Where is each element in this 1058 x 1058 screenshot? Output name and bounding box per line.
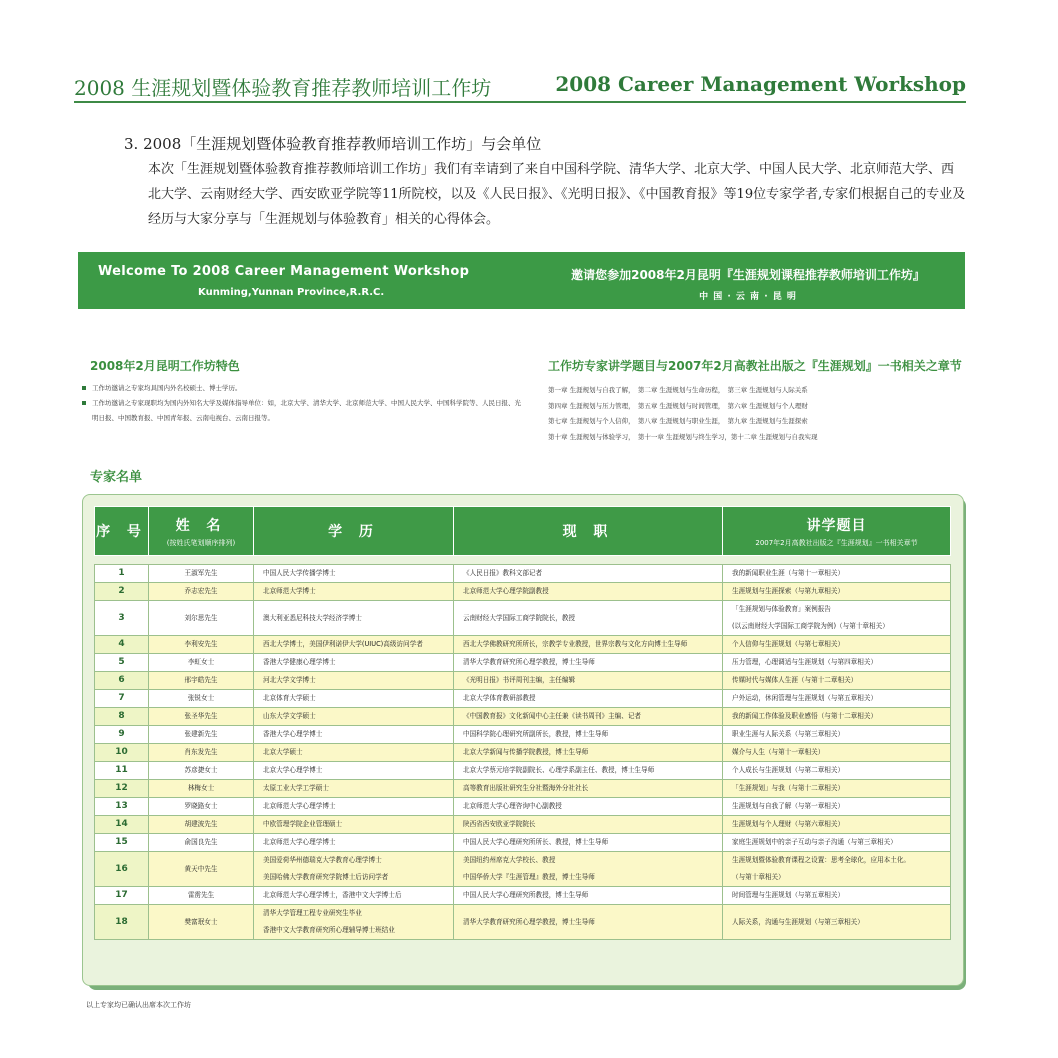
chapter-line: 第一章 生涯规划与自我了解， 第二章 生涯规划与生命历程， 第三章 生涯规划与人际关系 [548, 386, 808, 394]
cell-no [95, 816, 149, 834]
table-row [95, 601, 951, 636]
table-row [95, 780, 951, 798]
cell-name [149, 690, 254, 708]
cell-name [149, 816, 254, 834]
cell-line: 林梅女士 [187, 784, 215, 792]
feature-text: 工作坊邀请之专家现职均为国内外知名大学及媒体指导单位：如，北京大学、清华大学、北京师范大学、中国人民大学、中国科学院等、人民日报、光明日报、中国教育报、中国青年报、云南电视台、云南日报等。 [92, 399, 521, 422]
cell-line: 邢宇皓先生 [184, 676, 218, 684]
cell-no [95, 726, 149, 744]
cell-line: 乔志宏先生 [184, 587, 218, 595]
cell-line: 12 [115, 783, 128, 793]
cell-line: 李利安先生 [184, 640, 218, 648]
cell-edu [254, 636, 454, 654]
bullet-icon [82, 401, 86, 405]
cell-line: 香港大学健康心理学博士 [263, 658, 336, 666]
cell-job [454, 834, 723, 852]
cell-line: 西北大学佛教研究所所长，宗教学专业教授，世界宗教与文化方向博士生导师 [463, 640, 688, 648]
features-list [82, 381, 522, 426]
cell-line: 刘尔思先生 [184, 613, 218, 622]
cell-no [95, 565, 149, 583]
cell-line: 压力管理，心理调适与生涯规划（与第四章相关） [732, 658, 878, 666]
cell-line: 时间管理与生涯规划（与第五章相关） [732, 891, 845, 899]
cell-line: 北京大学体育教研部教授 [463, 694, 536, 702]
cell-edu [254, 654, 454, 672]
cell-topic [723, 816, 951, 834]
banner-welcome-text: Welcome To 2008 Career Management Workshop [98, 264, 470, 279]
cell-line: 北京师范大学心理学博士，香港中文大学博士后 [263, 891, 402, 899]
cell-line: 中国科学院心理研究所副所长，教授，博士生导师 [463, 730, 609, 738]
table-row [95, 565, 951, 583]
cell-line: 陕西省西安欧亚学院院长 [463, 820, 536, 828]
chapter-line: 第十章 生涯规划与体验学习， 第十一章 生涯规划与终生学习，第十二章 生涯规划与自我实现 [548, 432, 818, 441]
cell-line: 7 [118, 693, 125, 703]
cell-line: 传媒时代与媒体人生涯（与第十二章相关） [732, 676, 858, 684]
cell-job [454, 726, 723, 744]
chapters-list [548, 383, 948, 445]
cell-line: 5 [118, 657, 125, 667]
cell-name [149, 636, 254, 654]
section-body: 本次「生涯规划暨体验教育推荐教师培训工作坊」我们有幸请到了来自中国科学院、清华大学、北京大学、中国人民大学、北京师范大学、西北大学、云南财经大学、西安欧亚学院等11所院校，以及《人民日报》、《光明日报》、《中国教育报》等19位专家学者,专家们根据自己的专业及经历与大家分享与「生涯规划与体验教育」相关的心得体会。 [148, 162, 966, 227]
cell-line: 中欧管理学院企业管理硕士 [263, 820, 343, 828]
cell-name [149, 726, 254, 744]
cell-line: 户外运动，休闲管理与生涯规划（与第五章相关） [732, 694, 878, 702]
cell-line: 中国人民大学心理研究所所长、教授，博士生导师 [463, 838, 609, 846]
cell-line: 云南财经大学国际工商学院院长，教授 [463, 613, 576, 622]
table-row [95, 798, 951, 816]
cell-no [95, 834, 149, 852]
cell-line: 媒介与人生（与第十一章相关） [732, 748, 825, 756]
cell-job [454, 708, 723, 726]
cell-line: 黄天中先生 [184, 864, 218, 873]
table-row [95, 583, 951, 601]
header-name: 姓 名 (按姓氏笔划顺序排列) [149, 507, 254, 556]
header-title-en: 2008 Career Management Workshop [555, 72, 966, 96]
cell-no [95, 672, 149, 690]
cell-no [95, 780, 149, 798]
cell-line: 张锐女士 [187, 694, 215, 702]
cell-name [149, 887, 254, 905]
cell-line: 清华大学教育研究所心理学教授，博士生导师 [463, 658, 595, 666]
cell-no [95, 583, 149, 601]
table-row [95, 690, 951, 708]
table-row [95, 744, 951, 762]
cell-line: 北京大学新闻与传播学院教授，博士生导师 [463, 748, 589, 756]
cell-edu [254, 726, 454, 744]
cell-name [149, 798, 254, 816]
cell-name [149, 762, 254, 780]
cell-line: 香港中文大学教育研究所心理辅导博士班结业 [263, 926, 395, 934]
welcome-banner [78, 252, 965, 309]
header-topic: 讲学题目 2007年2月高教社出版之『生涯规划』一书相关章节 [723, 507, 951, 556]
cell-line: 北京大学硕士 [263, 748, 303, 756]
cell-line: 樊富珉女士 [184, 917, 218, 926]
cell-line: 高等教育出版社研究生分社暨海外分社社长 [463, 784, 589, 792]
cell-no [95, 744, 149, 762]
bullet-icon [82, 386, 86, 390]
cell-line: 胡建波先生 [184, 820, 218, 828]
cell-line: 山东大学文学硕士 [263, 712, 316, 720]
feature-text: 工作坊邀请之专家均具国内外名校硕士、博士学历。 [92, 384, 242, 392]
header-divider [74, 101, 966, 103]
cell-job [454, 887, 723, 905]
cell-line: 生涯规划与自我了解（与第一章相关） [732, 802, 845, 810]
cell-topic [723, 798, 951, 816]
table-row [95, 887, 951, 905]
cell-name [149, 583, 254, 601]
cell-no [95, 636, 149, 654]
cell-edu [254, 762, 454, 780]
cell-topic [723, 708, 951, 726]
cell-job [454, 672, 723, 690]
cell-line: 俞国良先生 [184, 838, 218, 846]
cell-job [454, 601, 723, 636]
cell-line: 4 [118, 639, 125, 649]
cell-line: 肖东发先生 [184, 748, 218, 756]
cell-topic [723, 834, 951, 852]
experts-table [94, 506, 951, 940]
cell-no [95, 905, 149, 940]
cell-job [454, 654, 723, 672]
table-row [95, 762, 951, 780]
cell-edu [254, 905, 454, 940]
cell-name [149, 672, 254, 690]
cell-job [454, 744, 723, 762]
cell-topic [723, 672, 951, 690]
cell-job [454, 583, 723, 601]
cell-name [149, 905, 254, 940]
cell-line: 北京师范大学心理学博士 [263, 838, 336, 846]
cell-line: 「生涯规划与体验教育」案例报告 [732, 605, 831, 613]
cell-line: 北京大学蔡元培学院副院长、心理学系副主任、教授，博士生导师 [463, 766, 655, 774]
cell-line: 17 [115, 890, 128, 900]
cell-line: 李虹女士 [187, 658, 215, 666]
cell-name [149, 834, 254, 852]
cell-line: 人际关系，沟通与生涯规划（与第三章相关） [732, 917, 864, 926]
chapter-line: 第四章 生涯规划与压力管理， 第五章 生涯规划与时间管理， 第六章 生涯规划与个人理财 [548, 401, 808, 410]
cell-edu [254, 852, 454, 887]
cell-job [454, 565, 723, 583]
cell-no [95, 762, 149, 780]
cell-line: 3 [118, 612, 125, 623]
cell-line: 《光明日报》书评周刊主编，主任编辑 [463, 676, 576, 684]
cell-line: 13 [115, 801, 128, 811]
cell-line: 北京体育大学硕士 [263, 694, 316, 702]
cell-no [95, 798, 149, 816]
cell-line: 中国人民大学传播学博士 [263, 569, 336, 577]
cell-edu [254, 583, 454, 601]
cell-edu [254, 834, 454, 852]
cell-line: (以云南财经大学国际工商学院为例)（与第十章相关） [732, 622, 889, 630]
cell-line: 北京大学心理学博士 [263, 766, 323, 774]
cell-line: 太原工业大学工学硕士 [263, 784, 329, 792]
cell-job [454, 690, 723, 708]
header-edu: 学 历 [254, 507, 454, 556]
banner-invitation-text: 邀请您参加2008年2月昆明『生涯规划课程推荐教师培训工作坊』 [571, 268, 925, 282]
cell-edu [254, 690, 454, 708]
banner-place-text: 中 国 · 云 南 · 昆 明 [699, 292, 797, 302]
cell-line: 个人成长与生涯规划（与第二章相关） [732, 766, 845, 774]
cell-topic [723, 565, 951, 583]
cell-line: 生涯规划与生涯探索（与第九章相关） [732, 587, 845, 595]
cell-edu [254, 798, 454, 816]
table-row [95, 654, 951, 672]
cell-line: 清华大学管理工程专业研究生毕业 [263, 909, 362, 917]
cell-edu [254, 744, 454, 762]
table-row [95, 816, 951, 834]
cell-line: 个人信仰与生涯规划（与第七章相关） [732, 640, 845, 648]
cell-no [95, 690, 149, 708]
cell-line: 职业生涯与人际关系（与第三章相关） [732, 730, 845, 738]
cell-job [454, 636, 723, 654]
table-row [95, 636, 951, 654]
cell-name [149, 654, 254, 672]
cell-line: 15 [115, 837, 128, 847]
table-row [95, 834, 951, 852]
cell-line: 「生涯规划」与我（与第十二章相关） [732, 784, 845, 792]
cell-edu [254, 565, 454, 583]
cell-topic [723, 744, 951, 762]
cell-line: 11 [115, 765, 128, 775]
cell-line: 美国哈佛大学教育研究学院博士后访问学者 [263, 873, 389, 881]
cell-name [149, 744, 254, 762]
chapters-title: 工作坊专家讲学题目与2007年2月高教社出版之『生涯规划』一书相关之章节 [548, 359, 962, 373]
cell-topic [723, 887, 951, 905]
cell-line: 西北大学博士，美国伊利诺伊大学(UIUC)高级访问学者 [263, 640, 423, 648]
cell-job [454, 762, 723, 780]
cell-line: 雷雳先生 [187, 891, 215, 899]
cell-line: 中国人民大学心理研究所教授，博士生导师 [463, 891, 589, 899]
section-title: 3. 2008「生涯规划暨体验教育推荐教师培训工作坊」与会单位 [124, 135, 542, 153]
header-job: 现 职 [454, 507, 723, 556]
table-row [95, 905, 951, 940]
cell-name [149, 708, 254, 726]
cell-no [95, 601, 149, 636]
cell-line: 张圣华先生 [184, 712, 218, 720]
cell-line: 中国华侨大学『生涯管理』教授，博士生导师 [463, 873, 595, 881]
cell-edu [254, 708, 454, 726]
cell-job [454, 816, 723, 834]
cell-name [149, 852, 254, 887]
header-no: 序 号 [95, 507, 149, 556]
cell-line: 北京师范大学心理学院副教授 [463, 587, 549, 595]
cell-line: 张建新先生 [184, 730, 218, 738]
cell-line: 我的新闻职业生涯（与第十一章相关） [732, 569, 845, 577]
cell-line: 王淑军先生 [184, 569, 218, 577]
cell-job [454, 780, 723, 798]
cell-line: 香港大学心理学博士 [263, 730, 323, 738]
cell-line: 6 [118, 675, 125, 685]
cell-topic [723, 654, 951, 672]
features-title: 2008年2月昆明工作坊特色 [90, 359, 240, 373]
cell-topic [723, 636, 951, 654]
cell-edu [254, 672, 454, 690]
cell-no [95, 852, 149, 887]
cell-job [454, 798, 723, 816]
cell-line: 2 [118, 586, 125, 596]
cell-topic [723, 852, 951, 887]
cell-edu [254, 816, 454, 834]
feature-item [82, 396, 522, 426]
table-row [95, 852, 951, 887]
cell-topic [723, 726, 951, 744]
cell-topic [723, 780, 951, 798]
cell-line: 10 [115, 747, 128, 757]
cell-line: 《人民日报》教科文部记者 [463, 569, 543, 577]
cell-line: 8 [118, 711, 125, 721]
cell-line: 9 [118, 729, 125, 739]
cell-line: 《中国教育报》文化新闻中心主任兼《读书周刊》主编、记者 [463, 712, 642, 720]
cell-line: 生涯规划暨体验教育课程之设置：思考全球化，应用本土化。 [732, 856, 911, 864]
cell-line: 1 [118, 568, 125, 578]
cell-no [95, 654, 149, 672]
cell-line: 澳大利亚悉尼科技大学经济学博士 [263, 613, 362, 622]
cell-job [454, 852, 723, 887]
cell-line: 清华大学教育研究所心理学教授，博士生导师 [463, 917, 595, 926]
banner-location-text: Kunming,Yunnan Province,R.R.C. [198, 287, 385, 298]
cell-line: 14 [115, 819, 128, 829]
cell-topic [723, 583, 951, 601]
cell-topic [723, 690, 951, 708]
cell-line: 生涯规划与个人理财（与第六章相关） [732, 820, 845, 828]
cell-line: 北京师范大学博士 [263, 587, 316, 595]
cell-line: （与第十章相关） [732, 873, 785, 881]
cell-line: 美国纽约州席克大学校长、教授 [463, 856, 556, 864]
cell-line: 北京师范大学心理咨询中心副教授 [463, 802, 562, 810]
cell-name [149, 601, 254, 636]
header-title-cn: 2008 生涯规划暨体验教育推荐教师培训工作坊 [74, 76, 492, 100]
cell-line: 罗晓路女士 [184, 802, 218, 810]
cell-line: 我的新闻工作体验及职业感悟（与第十二章相关） [732, 712, 878, 720]
feature-item [82, 381, 522, 396]
cell-line: 河北大学文学博士 [263, 676, 316, 684]
cell-line: 苏彦捷女士 [184, 766, 218, 774]
cell-no [95, 887, 149, 905]
experts-title: 专家名单 [90, 470, 143, 485]
table-row [95, 672, 951, 690]
cell-job [454, 905, 723, 940]
cell-line: 家庭生涯规划中的亲子互动与亲子沟通（与第三章相关） [732, 838, 897, 846]
cell-topic [723, 762, 951, 780]
cell-name [149, 780, 254, 798]
cell-line: 18 [115, 916, 128, 927]
cell-edu [254, 601, 454, 636]
chapter-line: 第七章 生涯规划与个人信仰， 第八章 生涯规划与职业生涯， 第九章 生涯规划与生涯探索 [548, 417, 808, 425]
table-row [95, 726, 951, 744]
cell-topic [723, 601, 951, 636]
cell-no [95, 708, 149, 726]
cell-line: 北京师范大学心理学博士 [263, 802, 336, 810]
cell-line: 16 [115, 863, 128, 874]
cell-edu [254, 887, 454, 905]
cell-name [149, 565, 254, 583]
cell-edu [254, 780, 454, 798]
cell-line: 美国爱荷华州德瑞克大学教育心理学博士 [263, 856, 382, 864]
cell-topic [723, 905, 951, 940]
footnote: 以上专家均已确认出席本次工作坊 [86, 1001, 191, 1009]
table-row [95, 708, 951, 726]
